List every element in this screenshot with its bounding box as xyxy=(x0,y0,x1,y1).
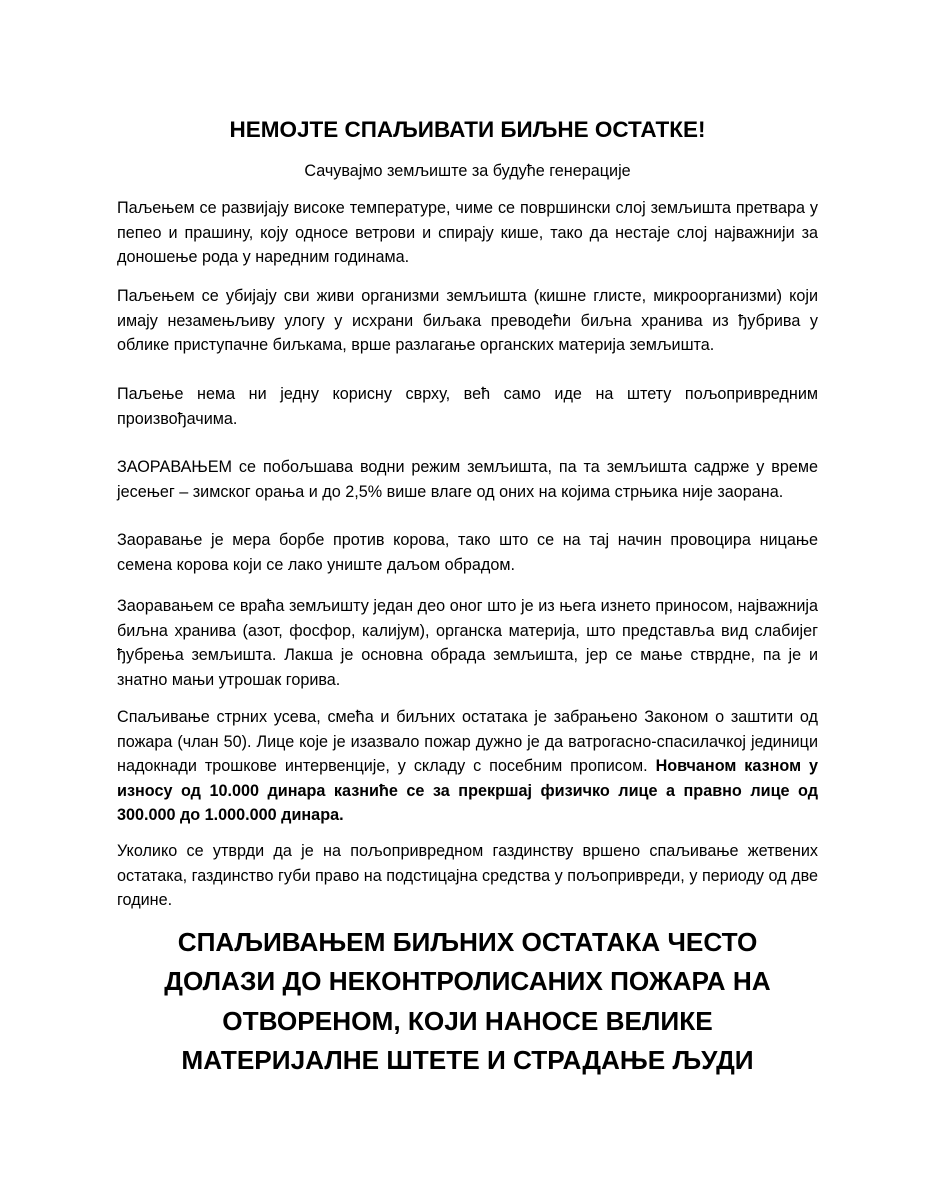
closing-line: ОТВОРЕНОМ, КОЈИ НАНОСЕ ВЕЛИКЕ xyxy=(222,1005,713,1036)
law-text: Спаљивање стрних усева, смећа и биљних остатака је забрањено Законом о заштити од пожара (члан 50). Лице које је изазвало пожар дужно је да ватрогасно-спасилачкој јединици надокнади трошкове интервенције, у складу с посебним прописом. xyxy=(117,708,818,776)
paragraph-ploughing-weeds: Заоравање је мера борбе против корова, тако што се на тај начин провоцира ницање семена корова који се лако униште даљом обрадом. xyxy=(117,531,818,574)
fine-text: Новчаном казном у износу од 10.000 динара казниће се за прекршај физичко лице а правно лице од 300.000 до 1.000.000 динара. xyxy=(117,757,819,825)
paragraph-law xyxy=(117,705,818,828)
closing-line: СПАЉИВАЊЕМ БИЉНИХ ОСТАТАКА ЧЕСТО xyxy=(177,927,758,957)
page-title: НЕМОЈТЕ СПАЉИВАТИ БИЉНЕ ОСТАТКЕ! xyxy=(229,117,706,142)
paragraph-ploughing-water: ЗАОРАВАЊЕМ се побољшава водни режим земљишта, па та земљишта садрже у време јесењег – зимског орања и до 2,5% више влаге од оних на којима стрњика није заорана. xyxy=(117,458,818,501)
paragraph-burning-no-purpose: Паљење нема ни једну корисну сврху, већ само иде на штету пољопривредним произвођачима. xyxy=(117,385,818,428)
closing-line: ДОЛАЗИ ДО НЕКОНТРОЛИСАНИХ ПОЖАРА НА xyxy=(164,966,771,997)
closing-line: МАТЕРИЈАЛНЕ ШТЕТЕ И СТРАДАЊЕ ЉУДИ xyxy=(181,1044,754,1075)
paragraph-subsidies: Уколико се утврди да је на пољопривредном газдинству вршено спаљивање жетвених остатака, газдинство губи право на подстицајна средства у пољопривреди, у периоду од две године. xyxy=(117,842,818,910)
paragraph-burning-organisms: Паљењем се убијају сви живи организми земљишта (кишне глисте, микроорганизми) који имају незамењљиву улогу у исхрани биљака преводећи биљна хранива из ђубрива у облике приступачне биљкама, врше разлагање органских материја земљишта. xyxy=(117,287,818,355)
page-subtitle: Сачувајмо земљиште за будуће генерације xyxy=(304,162,631,180)
paragraph-burning-temperatures: Паљењем се развијају високе температуре, чиме се површински слој земљишта претвара у пепео и прашину, коју односе ветрови и спирају кише, тако да нестаје слој најважнији за доношење рода у наредним годинама. xyxy=(117,199,818,267)
paragraph-ploughing-nutrients: Заоравањем се враћа земљишту један део оног што је из њега изнето приносом, најважнија биљна хранива (азот, фосфор, калијум), органска материја, што представља вид слабијег ђубрења земљишта. Лакша је основна обрада земљишта, јер се мање стврдне, па је и знатно мањи утрошак горива. xyxy=(117,597,818,689)
document-page xyxy=(117,0,818,1200)
closing-warning xyxy=(117,923,818,1080)
